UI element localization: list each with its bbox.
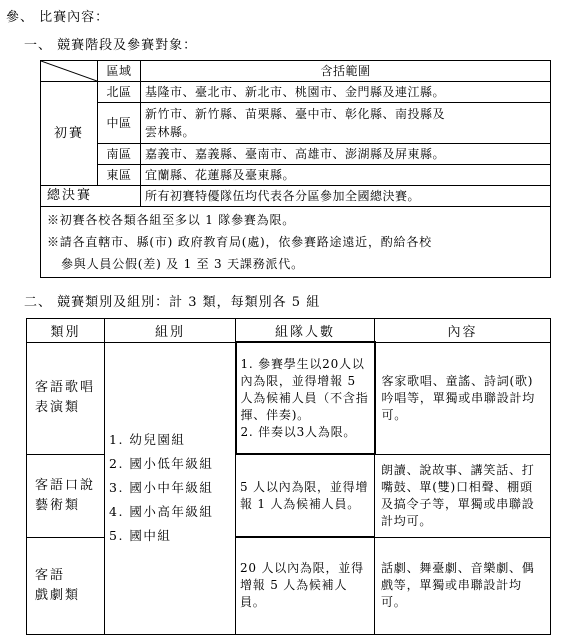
category-drama [27, 537, 105, 634]
scope-north: 基隆市、臺北市、新北市、桃園市、金門縣及連江縣。 [141, 82, 551, 103]
scope-central [141, 103, 551, 144]
table-header-row [27, 319, 551, 343]
group-item: 5. 國中組 [109, 528, 172, 543]
team-size-text: 1. 參賽學生以20人以內為限，並得增報 5 人為候補人員（不含指揮、伴奏)。 [240, 356, 369, 422]
note-line: ※請各直轄市、縣(市) 政府教育局(處)，依參賽路途遠近，酌給各校 [47, 235, 432, 249]
team-size-singing [236, 342, 375, 454]
scope-central-line: 雲林縣。 [145, 125, 196, 139]
category-speaking [27, 454, 105, 537]
category-line: 藝術類 [35, 497, 81, 513]
notes-cell [41, 207, 551, 278]
table-row [41, 207, 551, 278]
category-line: 客語口說 [35, 477, 96, 493]
table-row [41, 165, 551, 186]
table-row [41, 82, 551, 103]
category-line: 戲劇類 [35, 587, 81, 603]
content-singing: 客家歌唱、童謠、詩詞(歌)吟唱等，單獨或串聯設計均可。 [375, 342, 551, 454]
table-row [41, 144, 551, 165]
group-item: 1. 幼兒園組 [109, 432, 186, 447]
group-list [105, 342, 236, 634]
header-area: 區域 [98, 61, 141, 82]
group-item: 2. 國小低年級組 [109, 456, 214, 471]
competition-stage-table [40, 60, 551, 278]
group-item: 3. 國小中年級組 [109, 480, 214, 495]
section-heading: 參、 比賽內容： [6, 10, 110, 25]
category-singing [27, 342, 105, 454]
scope-central-line: 新竹市、新竹縣、苗栗縣、臺中市、彰化縣、南投縣及 [145, 107, 446, 121]
table-row [27, 342, 551, 454]
table-row [41, 186, 551, 207]
area-east: 東區 [98, 165, 141, 186]
header-category: 類別 [27, 319, 105, 343]
area-north: 北區 [98, 82, 141, 103]
category-group-table [26, 318, 551, 635]
subsection-heading-stages: 一、 競賽階段及參賽對象： [24, 38, 198, 53]
team-size-text: 2. 伴奏以3人為限。 [240, 424, 357, 439]
table-header-row [41, 61, 551, 82]
team-size-drama: 20 人以內為限，並得增報 5 人為候補人員。 [236, 537, 375, 634]
category-line: 客語 [35, 567, 66, 583]
area-central: 中區 [98, 103, 141, 144]
group-item: 4. 國小高年級組 [109, 504, 214, 519]
table-row [41, 103, 551, 144]
scope-south: 嘉義市、嘉義縣、臺南市、高雄市、澎湖縣及屏東縣。 [141, 144, 551, 165]
header-scope: 含括範圍 [141, 61, 551, 82]
category-line: 表演類 [35, 400, 81, 415]
category-line: 客語歌唱 [35, 380, 96, 395]
scope-east: 宜蘭縣、花蓮縣及臺東縣。 [141, 165, 551, 186]
note-line: 參與人員公假(差) 及 1 至 3 天課務派代。 [61, 257, 304, 271]
team-size-speaking: 5 人以內為限，並得增報 1 人為候補人員。 [236, 454, 375, 537]
header-group: 組別 [105, 319, 236, 343]
header-content: 內容 [375, 319, 551, 343]
stage-preliminary: 初賽 [41, 82, 98, 186]
note-line: ※初賽各校各類各組至多以 1 隊參賽為限。 [47, 213, 296, 227]
content-speaking: 朗讀、說故事、講笑話、打嘴鼓、單(雙)口相聲、棚頭及搞令子等，單獨或串聯設計均可。 [375, 454, 551, 537]
diagonal-corner-cell [41, 61, 98, 82]
stage-final: 總決賽 [41, 186, 141, 207]
area-south: 南區 [98, 144, 141, 165]
subsection-heading-categories: 二、 競賽類別及組別：計 3 類，每類別各 5 組 [24, 295, 321, 310]
header-team-size: 組隊人數 [236, 319, 375, 343]
content-drama: 話劇、舞臺劇、音樂劇、偶戲等，單獨或串聯設計均可。 [375, 537, 551, 634]
scope-final: 所有初賽特優隊伍均代表各分區參加全國總決賽。 [141, 186, 551, 207]
